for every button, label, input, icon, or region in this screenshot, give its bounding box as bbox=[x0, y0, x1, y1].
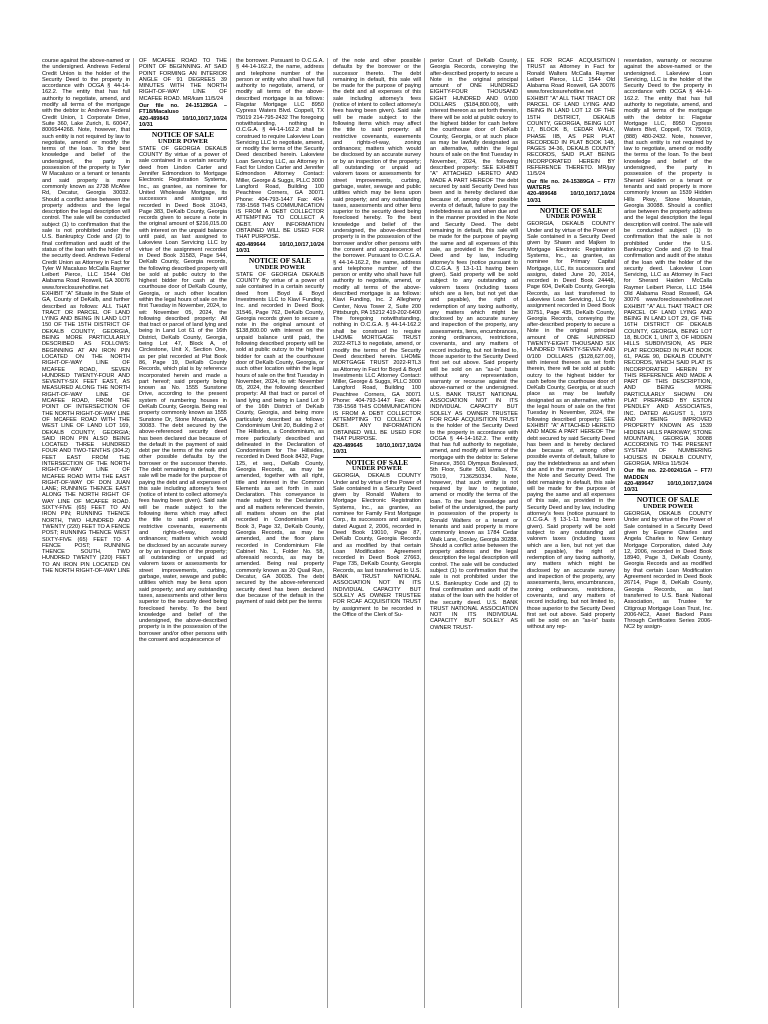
notice-heading-line-1: NOTICE OF SALE bbox=[539, 205, 603, 215]
notice-heading bbox=[527, 205, 615, 221]
notice-body: GEORGIA, DEKALB COUNTY Under and by virtue of the Power of Sale contained in a Security Deed given by Ronald Walters to Mortgage Electronic Registration Systems, Inc., as grantee, as nominee for Family First Mortgage Corp., its successors and assigns, dated August 2, 2006, recorded in Deed Book 19010, Page 87, DeKalb County, Georgia Records and as modified by that certain Loan Modification Agreement recorded in Deed Book 27663, Page 735, DeKalb County, Georgia Records, as last transferred to U.S. BANK TRUST NATIONAL ASSOCIATION NOT IN ITS INDIVIDUAL CAPACITY BUT SOLELY AS OWNER TRUSTEE FOR RCAF ACQUISITION TRUST by assignment to be recorded in the Office of the Clerk of Su- bbox=[333, 473, 421, 618]
column-divider bbox=[618, 58, 619, 1008]
notice-body: STATE OF GEORGIA DEKALB COUNTY By virtue of a power of sale contained in a certain security deed from Boyd & Boyd Investments LLC to Kiavi Funding, Inc. and recorded in Deed Book 31546, Page 762, DeKalb County, Georgia records given to secure a note in the original amount of $138,800.00 with interest on the unpaid balance until paid, the following described property will be sold at public outcry to the highest bidder for cash at the courthouse door of DeKalb County, Georgia, or such other location within the legal hours of sale on the first Tuesday in November, 2024, to wit: November 05, 2024, the following described property: All that tract or parcel of land lying and being in Land Lot 9 of the 16th District of DeKalb County, Georgia, and being more particularly described as follows: Condominium Unit 20, Building 2 of The Hillsides, a Condominium, as more particularly described and delineated in the Declaration of Condominium for The Hillsides, recorded in Deed Book 8432, Page 125, et seq., DeKalb County, Georgia Records, as may be amended, together with all right, title and interest in the Common Elements as set forth in said Declaration. This conveyance is made subject to the Declaration and all matters referenced therein, all matters shown on the plat recorded in Condominium Plat Book 3, Page 32, DeKalb County, Georgia Records, as may be amended, and the floor plans recorded in Condominium File Cabinet No. 1, Folder No. 58, aforesaid records, as may be amended. Being real property commonly known as 20 Quail Run, Decatur, GA 30035. The debt secured by the above-referenced security deed has been declared due because of the default in the payment of said debt per the terms bbox=[236, 271, 324, 606]
file-number: Our file no. 22-00241GA – FT7/ MADDEN bbox=[624, 468, 712, 481]
notice-body: GEORGIA, DEKALB COUNTY Under and by virtue of the Power of Sale contained in a Security Deed given by Eugene Charles and Angela Charles to New Century Mortgage Corporation, dated July 12, 2006, recorded in Deed Book 18940, Page 3, DeKalb County, Georgia Records and as modified by that certain Loan Modification Agreement recorded in Deed Book 26714, Page 8, DeKalb County, Georgia Records, as last transferred to U.S. Bank National Association, as Trustee for Citigroup Mortgage Loan Trust, Inc. 2006-NC2, Asset Backed Pass Through Certificates Series 2006-NC2 by assign- bbox=[624, 511, 712, 631]
file-number: Our file no. 24-15389GA – FT7/ WATERS bbox=[527, 178, 615, 191]
publication-dates: 420-489644 10/10,10/17,10/24 10/31 bbox=[236, 241, 324, 254]
notice-body: course against the above-named or the undersigned. Andrews Federal Credit Union is the holder of the Security Deed to the property in accordance with OCGA § 44-14-162.2. The entity that has full authority to negotiate, amend, and modify all terms of the mortgage with the debtor is: Andrews Federal Credit Union, 1 Corporate Drive, Suite 360, Lake Zurich, IL 60047, 8006544268. Note, however, that such entity is not required by law to negotiate, amend or modify the terms of the loan. To the best knowledge and belief of the undersigned, the party in possession of the property is Tyler W Macaluso or a tenant or tenants and said property is more commonly known as 2738 McAfee Rd, Decatur, Georgia 30032. Should a conflict arise between the property address and the legal description the legal description will control. The sale will be conducted subject (1) to confirmation that the sale is not prohibited under the U.S. Bankruptcy Code and (2) to final confirmation and audit of the status of the loan with the holder of the security deed. Andrews Federal Credit Union as Attorney in Fact for Tyler W Macaluso McCalla Raymer Leibert Pierce, LLC 1544 Old Alabama Road Roswell, GA 30076 www.foreclosurehotline.net EXHIBIT "A" Situate in the State of GA, County of DeKalb, and further described as follows: ALL THAT TRACT OR PARCEL OF LAND LYING AND BEING IN LAND LOT 150 OF THE 15TH DISTRICT OF DEKALB COUNTY, GEORGIA, BEING MORE PARTICULARLY DESCRIBED AS FOLLOWS: BEGINNING AT AN IRON PIN LOCATED ON THE NORTH RIGHT-OF-WAY LINE OF MCAFEE ROAD, SEVEN HUNDRED TWENTY-FOUR AND SEVENTY-SIX FEET EAST, AS MEASURED ALONG THE NORTH RIGHT-OF-WAY LINE OF MCAFEE ROAD, FROM THE POINT OF INTERSECTION OF THE NORTH RIGHT-OF-WAY LINE OF MCAFEE ROAD WITH THE WEST LINE OF LAND LOT 169, DEKALB COUNTY, GEORGIA; SAID IRON PIN ALSO BEING LOCATED THREE HUNDRED FOUR AND TWO-TENTHS (304.2) FEET EAST FROM THE INTERSECTION OF THE NORTH RIGHT-OF-WAY LINE OF MCAFEE ROAD WITH THE EAST RIGHT-OF-WAY OF DON JUAN LANE; RUNNING THENCE EAST ALONG THE NORTH RIGHT OF WAY LINE OF MCAFEE ROAD. SIXTY-FIVE (65) FEET TO AN IRON PIN; RUNNING THENCE NORTH, TWO HUNDRED AND TWENTY (220) FEET TO A FENCE POST; RUNNING THENCE WEST SIXTY-FIVE (65) FEET TO A FENCE POST; RUNNING THENCE SOUTH, TWO HUNDRED TWENTY (220) FEET TO AN IRON PIN LOCATED ON THE NORTH RIGHT-OF-WAY LINE bbox=[42, 58, 130, 575]
notice-column-1 bbox=[42, 58, 130, 1008]
notice-body: resentation, warranty or recourse against the above-named or the undersigned. Lakeview Loan Servicing, LLC is the holder of the Security Deed to the property in accordance with OCGA § 44-14-162.2. The entity that has full authority to negotiate, amend, and modify all terms of the mortgage with the debtor is: Flagstar Mortgage LLC, 8950 Cypress Waters Blvd, Coppell, TX 75019, (888) 480-2432. Note, however, that such entity is not required by law to negotiate, amend or modify the terms of the loan. To the best knowledge and belief of the undersigned, the party in possession of the property is Sherard Haiden or a tenant or tenants and said property is more commonly known as 1539 Hidden Hills Pkwy, Stone Mountain, Georgia 30088. Should a conflict arise between the property address and the legal description the legal description will control. The sale will be conducted subject (1) to confirmation that the sale is not prohibited under the U.S. Bankruptcy Code and (2) to final confirmation and audit of the status of the loan with the holder of the security deed. Lakeview Loan Servicing, LLC as Attorney in Fact for Sherard Haiden McCalla Raymer Leibert Pierce, LLC 1544 Old Alabama Road Roswell, GA 30076 www.foreclosurehotline.net EXHIBIT "A" ALL THAT TRACT OR PARCEL OF LAND LYING AND BEING IN LAND LOT 29, OF THE 16TH DISTRICT OF DEKALB COUNTY, GEORGIA, BEING LOT 18, BLOCK 1, UNIT 3, OF HIDDEN HILLS SUBDIVISION, AS PER PLAT RECORDED IN PLAT BOOK 61, PAGE 90, DEKALB COUNTY RECORDS, WHICH SAID PLAT IS INCORPORATED HEREIN BY THIS REFERENCE AND MADE A PART OF THIS DESCRIPTION, AND BEING MORE PARTICULARLY SHOWN ON PLAT PREPARED BY ESTON PENDLEY AND ASSOCIATES, INC. DATED AUGUST 1, 1973 AND BEING IMPROVED PROPERTY KNOWN AS 1539 HIDDEN HILLS PARKWAY, STONE MOUNTAIN, GEORGIA 30088 ACCORDING TO THE PRESENT SYSTEM OF NUMBERING HOUSES IN DEKALB COUNTY, GEORGIA. MR/ca 11/5/24 bbox=[624, 58, 712, 467]
notice-heading bbox=[236, 258, 324, 271]
publication-dates: 420-489647 10/10,10/17,10/24 10/31 bbox=[624, 480, 712, 494]
publication-dates: 420-489645 10/10,10/17,10/24 10/31 bbox=[333, 443, 421, 456]
notice-heading-line-2: UNDER POWER bbox=[157, 137, 208, 145]
notice-column-4 bbox=[333, 58, 421, 1008]
notice-heading-line-2: UNDER POWER bbox=[642, 502, 693, 510]
column-divider bbox=[327, 58, 328, 1008]
notice-heading-line-2: UNDER POWER bbox=[545, 213, 596, 221]
notice-column-3 bbox=[236, 58, 324, 1008]
notice-body: GEORGIA, DEKALB COUNTY Under and by virtue of the Power of Sale contained in a Security Deed given by Shawn and Majken to Mortgage Electronic Registration Systems, Inc., as grantee, as nominee for Primary Capital Mortgage, LLC, its successors and assigns, dated June 20, 2014, recorded in Deed Book 24448, Page 604, DeKalb County, Georgia Records, as last transferred to Lakeview Loan Servicing, LLC by assignment recorded in Deed Book 30751, Page 435, DeKalb County, Georgia Records, conveying the after-described property to secure a Note in the original principal amount of ONE HUNDRED TWENTY-EIGHT THOUSAND SIX HUNDRED TWENTY-SEVEN AND 0/100 DOLLARS ($128,627.00), with interest thereon as set forth therein, there will be sold at public outcry to the highest bidder for cash before the courthouse door of DeKalb County, Georgia, or at such place as may be lawfully designated as an alternative, within the legal hours of sale on the first Tuesday in November, 2024, the following described property: SEE EXHIBIT "A" ATTACHED HERETO AND MADE A PART HEREOF The debt secured by said Security Deed has been and is hereby declared due because of, among other possible events of default, failure to pay the indebtedness as and when due and in the manner provided in the Note and Security Deed. The debt remaining in default, this sale will be made for the purpose of paying the same and all expenses of this sale, as provided in the Security Deed and by law, including attorney's fees (notice pursuant to O.C.G.A. § 13-1-11 having been given). Said property will be sold subject to any outstanding ad valorem taxes (including taxes which are a lien, but not yet due and payable), the right of redemption of any taxing authority, any matters which might be disclosed by an accurate survey and inspection of the property, any assessments, liens, encumbrances, zoning ordinances, restrictions, covenants, and any matters of record including, but not limited to, those superior to the Security Deed first set out above. Said property will be sold on an "as-is" basis without any rep- bbox=[527, 221, 615, 631]
notice-body: perior Court of DeKalb County, Georgia Records, conveying the after-described property to secure a Note in the original principal amount of ONE HUNDRED EIGHTY-FOUR THOUSAND EIGHT HUNDRED AND 0/100 DOLLARS ($184,800.00), with interest thereon as set forth therein, there will be sold at public outcry to the highest bidder for cash before the courthouse door of DeKalb County, Georgia, or at such place as may be lawfully designated as an alternative, within the legal hours of sale on the first Tuesday in November, 2024, the following described property: SEE EXHIBIT "A" ATTACHED HERETO AND MADE A PART HEREOF The debt secured by said Security Deed has been and is hereby declared due because of, among other possible events of default, failure to pay the indebtedness as and when due and in the manner provided in the Note and Security Deed. The debt remaining in default, this sale will be made for the purpose of paying the same and all expenses of this sale, as provided in the Security Deed and by law, including attorney's fees (notice pursuant to O.C.G.A. § 13-1-11 having been given). Said property will be sold subject to any outstanding ad valorem taxes (including taxes which are a lien, but not yet due and payable), the right of redemption of any taxing authority, any matters which might be disclosed by an accurate survey and inspection of the property, any assessments, liens, encumbrances, zoning ordinances, restrictions, covenants, and any matters of record including, but not limited to, those superior to the Security Deed first set out above. Said property will be sold on an "as-is" basis without any representation, warranty or recourse against the above-named or the undersigned. U.S. BANK TRUST NATIONAL ASSOCIATION NOT IN ITS INDIVIDUAL CAPACITY BUT SOLELY AS OWNER TRUSTEE FOR RCAF ACQUISITION TRUST is the holder of the Security Deed to the property in accordance with OCGA § 44-14-162.2. The entity that has full authority to negotiate, amend, and modify all terms of the mortgage with the debtor is: Selene Finance, 3501 Olympus Boulevard, 5th Floor, Suite 500, Dallas, TX 75019, 7136250334. Note, however, that such entity is not required by law to negotiate, amend or modify the terms of the loan. To the best knowledge and belief of the undersigned, the party in possession of the property is Ronald Walters or a tenant or tenants and said property is more commonly known as 1784 Cedar Walk Lane, Conley, Georgia 30288. Should a conflict arise between the property address and the legal description the legal description will control. The sale will be conducted subject (1) to confirmation that the sale is not prohibited under the U.S. Bankruptcy Code and (2) to final confirmation and audit of the status of the loan with the holder of the security deed. U.S. BANK TRUST NATIONAL ASSOCIATION NOT IN ITS INDIVIDUAL CAPACITY BUT SOLELY AS OWNER TRUST- bbox=[430, 58, 518, 631]
notice-heading-line-1: NOTICE OF SALE bbox=[345, 457, 409, 467]
notice-body: of the note and other possible defaults by the borrower or the successor thereto. The debt remaining in default, this sale will be made for the purpose of paying the debt and all expenses of this sale including attorney's fees (notice of intent to collect attorney's fees having been given). Said sale will be made subject to the following items which may affect the title to said property: all restrictive covenants, easements and rights-of-way, zoning ordinances; matters which would be disclosed by an accurate survey or by an inspection of the property; all outstanding or unpaid ad valorem taxes or assessments for street improvements, curbing, garbage, water, sewage and public utilities which may be liens upon said property; and any outstanding taxes, assessments and other liens superior to the security deed being foreclosed hereby. To the best knowledge and belief of the undersigned, the above-described property is in the possession of the borrower and/or other persons with the consent and acquiescence of the borrower. Pursuant to O.C.G.A. § 44-14-162.2, the name, address and telephone number of the person or entity who shall have full authority to negotiate, amend, or modify all terms of the above-described mortgage is as follows: Kiavi Funding, Inc. 2 Allegheny Center, Nova Tower 2, Suite 200 Pittsburgh, PA 15212 419-202-6400 The foregoing notwithstanding, nothing in O.C.G.A. § 44-14-162.2 shall be construed to require LHOME MORTGAGE TRUST 2022-RTL3 to negotiate, amend, or modify the terms of the Security Deed described herein. LHOME MORTGAGE TRUST 2022-RTL3 as Attorney in Fact for Boyd & Boyd Investments LLC Attorney Contact: Miller, George & Suggs, PLLC 3000 Langford Road, Building 100 Peachtree Corners, GA 30071 Phone: 404-793-1447 Fax: 404-738-1568 THIS COMMUNICATION IS FROM A DEBT COLLECTOR ATTEMPTING TO COLLECT A DEBT. ANY INFORMATION OBTAINED WILL BE USED FOR THAT PURPOSE. bbox=[333, 58, 421, 442]
notice-body: OF MCAFEE ROAD TO THE POINT OF BEGINNING. AT SAID POINT FORMING AN INTERIOR ANGLE OF 91 DEGREES 39 MINUTES WITH THE NORTH RIGHT-OF-WAY LINE OF MCAFEE ROAD. MR/kam 11/5/24 bbox=[139, 58, 227, 102]
notice-body: EE FOR RCAF ACQUISITION TRUST as Attorney in Fact for Ronald Walters McCalla Raymer Leibert Pierce, LLC 1544 Old Alabama Road Roswell, GA 30076 www.foreclosurehotline.net EXHIBIT "A" ALL THAT TRACT OR PARCEL OF LAND LYING AND BEING IN LAND LOT 12 OF THE 15TH DISTRICT, DEKALB COUNTY, GEORGIA, BEING LOT 17, BLOCK B, CEDAR WALK, PHASE IIB, AS PER PLAT RECORDED IN PLAT BOOK 148, PAGES 34-36, DEKALB COUNTY RECORDS, SAID PLAT BEING INCORPORATED HEREIN BY REFERENCE THERETO. MR/jay 11/5/24 bbox=[527, 58, 615, 178]
publication-dates: 420-489843 10/10,10/17,10/24 10/31 bbox=[139, 115, 227, 128]
notice-heading-line-2: UNDER POWER bbox=[351, 465, 402, 472]
column-divider bbox=[133, 58, 134, 1008]
notice-column-2 bbox=[139, 58, 227, 1008]
column-divider bbox=[521, 58, 522, 1008]
notice-column-7 bbox=[624, 58, 712, 1008]
notice-heading-line-2: UNDER POWER bbox=[254, 263, 305, 271]
notice-heading-line-1: NOTICE OF SALE bbox=[151, 130, 215, 140]
notice-heading-line-1: NOTICE OF SALE bbox=[636, 495, 700, 505]
notice-column-5 bbox=[430, 58, 518, 1008]
notice-heading bbox=[333, 457, 421, 473]
notice-column-6 bbox=[527, 58, 615, 1008]
notice-body: the borrower. Pursuant to O.C.G.A. § 44-14-162.2, the name, address and telephone number of the person or entity who shall have full authority to negotiate, amend, or modify all terms of the above-described mortgage is as follows: Flagstar Mortgage LLC 8950 Cypress Waters Blvd. Coppell, TX 75019 214-795-2432 The foregoing notwithstanding, nothing in O.C.G.A. § 44-14-162.2 shall be construed to require Lakeview Loan Servicing LLC to negotiate, amend, or modify the terms of the Security Deed described herein. Lakeview Loan Servicing LLC, as Attorney in Fact for Lindon Carter and Jennifer Edmondson Attorney Contact: Miller, George & Suggs, PLLC 3000 Langford Road, Building 100 Peachtree Corners, GA 30071 Phone: 404-793-1447 Fax: 404-738-1568 THIS COMMUNICATION IS FROM A DEBT COLLECTOR ATTEMPTING TO COLLECT A DEBT. ANY INFORMATION OBTAINED WILL BE USED FOR THAT PURPOSE. bbox=[236, 58, 324, 241]
file-number: Our file no. 24-15128GA – FT18/Macaluso bbox=[139, 103, 227, 116]
notice-heading bbox=[624, 497, 712, 510]
column-divider bbox=[230, 58, 231, 1008]
notice-body: STATE OF GEORGIA DEKALB COUNTY By virtue of a power of sale contained in a certain security deed from Lindon Carter and Jennifer Edmondson to Mortgage Electronic Registration Systems, Inc., as grantee, as nominee for United Wholesale Mortgage, its successors and assigns and recorded in Deed Book 31043, Page 383, DeKalb County, Georgia records given to secure a note in the original amount of $216,015.00 with interest on the unpaid balance until paid, as last assigned to Lakeview Loan Servicing LLC by virtue of the assignment recorded in Deed Book 31583, Page 544, DeKalb County, Georgia records, the following described property will be sold at public outcry to the highest bidder for cash at the courthouse door of DeKalb County, Georgia, or such other location within the legal hours of sale on the first Tuesday in November, 2024, to wit: November 05, 2024, the following described property: All that tract or parcel of land lying and being in Land Lot 61 of the 16th District, DeKalb County, Georgia, being Lot 47, Block A, of Circlestone, Unit X, Section One, as per plat recorded at Plat Book 86, Page 19, DeKalb County Records, which plat is by reference incorporated herein and made a part hereof; said property being known as No. 1555 Sunstone Drive, according to the present system of numbering houses in DeKalb County, Georgia. Being real property commonly known as 1555 Sunstone Dr, Stone Mountain, GA 30083. The debt secured by the above-referenced security deed has been declared due because of the default in the payment of said debt per the terms of the note and other possible defaults by the borrower or the successor thereto. The debt remaining in default, this sale will be made for the purpose of paying the debt and all expenses of this sale including attorney's fees (notice of intent to collect attorney's fees having been given). Said sale will be made subject to the following items which may affect the title to said property: all restrictive covenants, easements and rights-of-way, zoning ordinances; matters which would be disclosed by an accurate survey or by an inspection of the property; all outstanding or unpaid ad valorem taxes or assessments for street improvements, curbing, garbage, water, sewage and public utilities which may be liens upon said property; and any outstanding taxes, assessments and other liens superior to the security deed being foreclosed hereby. To the best knowledge and belief of the undersigned, the above-described property is in the possession of the borrower and/or other persons with the consent and acquiescence of bbox=[139, 145, 227, 644]
column-divider bbox=[424, 58, 425, 1008]
publication-dates: 420-489648 10/10,10/17,10/24 10/31 bbox=[527, 191, 615, 204]
notice-heading-line-1: NOTICE OF SALE bbox=[248, 256, 312, 266]
notice-heading bbox=[139, 132, 227, 145]
